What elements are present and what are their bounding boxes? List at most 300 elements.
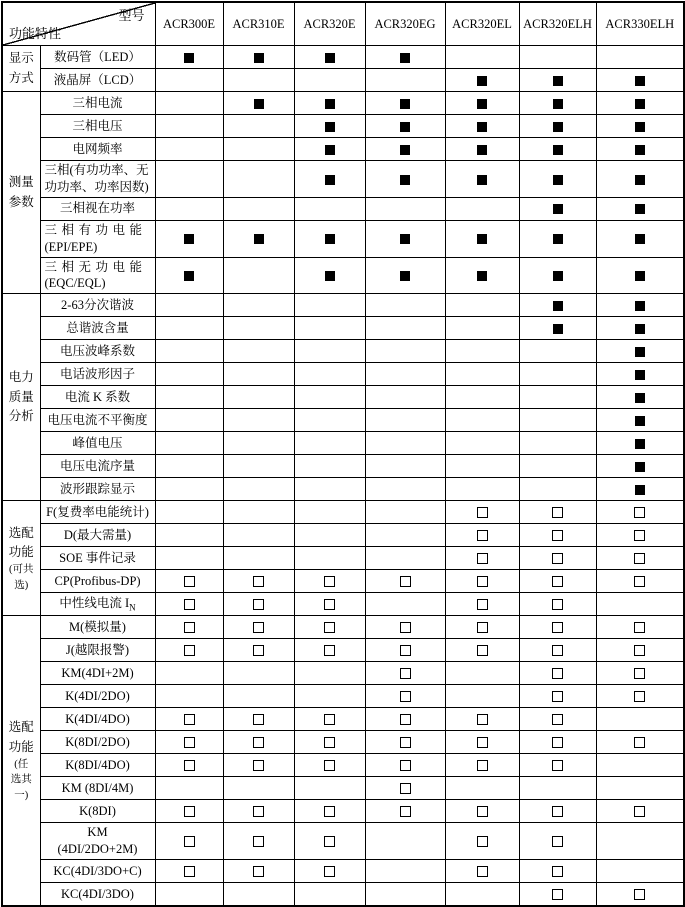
feature-cell [445, 685, 519, 708]
feature-cell [445, 294, 519, 317]
feature-cell [294, 883, 365, 907]
table-row [2, 220, 684, 257]
feature-row-label: D(最大需量) [40, 524, 155, 547]
feature-cell [445, 138, 519, 161]
feature-cell [223, 823, 294, 860]
filled-square-marker [635, 324, 645, 334]
empty-square-marker [634, 507, 645, 518]
feature-cell [596, 524, 684, 547]
table-row [2, 115, 684, 138]
feature-cell [294, 92, 365, 115]
feature-cell [365, 731, 445, 754]
feature-cell [445, 478, 519, 501]
table-row [2, 161, 684, 198]
feature-cell [223, 161, 294, 198]
empty-square-marker [552, 737, 563, 748]
feature-cell [445, 115, 519, 138]
feature-cell [294, 501, 365, 524]
filled-square-marker [635, 439, 645, 449]
filled-square-marker [635, 234, 645, 244]
table-row [2, 731, 684, 754]
feature-cell [596, 639, 684, 662]
empty-square-marker [324, 866, 335, 877]
empty-square-marker [552, 806, 563, 817]
model-column-header: ACR320EL [445, 2, 519, 46]
filled-square-marker [254, 99, 264, 109]
feature-cell [445, 455, 519, 478]
feature-cell [445, 777, 519, 800]
feature-cell [445, 800, 519, 823]
table-row [2, 138, 684, 161]
feature-cell [365, 616, 445, 639]
feature-cell [223, 92, 294, 115]
feature-cell [223, 593, 294, 616]
feature-cell [294, 432, 365, 455]
empty-square-marker [634, 889, 645, 900]
feature-cell [223, 639, 294, 662]
feature-cell [294, 777, 365, 800]
feature-cell [365, 662, 445, 685]
feature-cell [445, 317, 519, 340]
empty-square-marker [634, 806, 645, 817]
feature-cell [223, 501, 294, 524]
feature-cell [223, 386, 294, 409]
feature-row-label: 电压波峰系数 [40, 340, 155, 363]
feature-cell [223, 685, 294, 708]
feature-row-label: 波形跟踪显示 [40, 478, 155, 501]
feature-cell [365, 570, 445, 593]
table-row [2, 754, 684, 777]
empty-square-marker [400, 691, 411, 702]
feature-cell [294, 616, 365, 639]
feature-cell [365, 639, 445, 662]
filled-square-marker [400, 99, 410, 109]
empty-square-marker [324, 645, 335, 656]
filled-square-marker [635, 301, 645, 311]
feature-cell [596, 46, 684, 69]
table-row [2, 662, 684, 685]
filled-square-marker [325, 271, 335, 281]
feature-cell [445, 197, 519, 220]
feature-cell [596, 432, 684, 455]
feature-cell [223, 616, 294, 639]
feature-cell [596, 731, 684, 754]
feature-cell [155, 409, 223, 432]
empty-square-marker [324, 622, 335, 633]
feature-cell [596, 92, 684, 115]
feature-cell [596, 69, 684, 92]
empty-square-marker [634, 691, 645, 702]
feature-cell [155, 754, 223, 777]
filled-square-marker [553, 76, 563, 86]
feature-cell [445, 409, 519, 432]
empty-square-marker [552, 889, 563, 900]
feature-cell [223, 257, 294, 294]
feature-cell [223, 317, 294, 340]
feature-cell [155, 731, 223, 754]
feature-cell [294, 317, 365, 340]
feature-cell [294, 754, 365, 777]
feature-cell [596, 754, 684, 777]
feature-cell [519, 616, 596, 639]
table-row [2, 257, 684, 294]
feature-cell [294, 257, 365, 294]
feature-cell [223, 754, 294, 777]
feature-cell [223, 777, 294, 800]
feature-cell [365, 92, 445, 115]
feature-cell [445, 860, 519, 883]
feature-row-label: 电压电流不平衡度 [40, 409, 155, 432]
feature-cell [294, 708, 365, 731]
feature-cell [155, 161, 223, 198]
feature-cell [294, 197, 365, 220]
feature-cell [155, 257, 223, 294]
empty-square-marker [552, 599, 563, 610]
feature-cell [365, 220, 445, 257]
filled-square-marker [325, 122, 335, 132]
empty-square-marker [184, 737, 195, 748]
model-column-header: ACR310E [223, 2, 294, 46]
filled-square-marker [400, 53, 410, 63]
feature-cell [155, 340, 223, 363]
feature-cell [445, 823, 519, 860]
feature-row-label: KM (4DI/2DO+2M) [40, 823, 155, 860]
empty-square-marker [253, 866, 264, 877]
table-row [2, 593, 684, 616]
filled-square-marker [477, 76, 487, 86]
feature-cell [445, 547, 519, 570]
empty-square-marker [400, 737, 411, 748]
model-column-header: ACR320EG [365, 2, 445, 46]
feature-row-label: K(8DI) [40, 800, 155, 823]
filled-square-marker [635, 204, 645, 214]
feature-cell [223, 46, 294, 69]
feature-cell [294, 662, 365, 685]
empty-square-marker [477, 622, 488, 633]
feature-cell [596, 823, 684, 860]
feature-cell [365, 501, 445, 524]
filled-square-marker [325, 234, 335, 244]
corner-feature-label: 功能特性 [9, 26, 62, 41]
filled-square-marker [254, 53, 264, 63]
feature-row-label: K(4DI/2DO) [40, 685, 155, 708]
feature-row-label: 电流 K 系数 [40, 386, 155, 409]
feature-cell [155, 593, 223, 616]
filled-square-marker [400, 271, 410, 281]
feature-cell [294, 115, 365, 138]
feature-cell [445, 883, 519, 907]
feature-cell [519, 754, 596, 777]
empty-square-marker [400, 760, 411, 771]
feature-cell [223, 138, 294, 161]
feature-row-label: 总谐波含量 [40, 317, 155, 340]
filled-square-marker [325, 53, 335, 63]
feature-cell [294, 570, 365, 593]
feature-cell [519, 317, 596, 340]
feature-cell [365, 800, 445, 823]
feature-group-label: 选配 功能 (可共 选) [2, 501, 40, 616]
empty-square-marker [253, 576, 264, 587]
table-row [2, 69, 684, 92]
feature-cell [365, 860, 445, 883]
feature-cell [294, 731, 365, 754]
feature-cell [365, 432, 445, 455]
feature-row-label: F(复费率电能统计) [40, 501, 155, 524]
feature-cell [155, 570, 223, 593]
feature-cell [519, 363, 596, 386]
feature-cell [223, 455, 294, 478]
feature-cell [365, 455, 445, 478]
filled-square-marker [635, 416, 645, 426]
feature-row-label: KC(4DI/3DO) [40, 883, 155, 907]
filled-square-marker [477, 234, 487, 244]
feature-cell [519, 777, 596, 800]
empty-square-marker [552, 645, 563, 656]
feature-cell [445, 46, 519, 69]
feature-cell [155, 547, 223, 570]
feature-cell [596, 883, 684, 907]
feature-cell [519, 257, 596, 294]
feature-cell [445, 708, 519, 731]
empty-square-marker [184, 760, 195, 771]
feature-cell [365, 340, 445, 363]
empty-square-marker [400, 806, 411, 817]
filled-square-marker [184, 234, 194, 244]
feature-cell [445, 340, 519, 363]
corner-model-label: 型号 [118, 8, 145, 23]
table-row [2, 340, 684, 363]
feature-cell [445, 570, 519, 593]
feature-cell [519, 524, 596, 547]
feature-cell [294, 800, 365, 823]
feature-cell [294, 547, 365, 570]
table-row [2, 455, 684, 478]
feature-cell [223, 220, 294, 257]
empty-square-marker [634, 668, 645, 679]
feature-cell [445, 220, 519, 257]
empty-square-marker [634, 576, 645, 587]
empty-square-marker [477, 507, 488, 518]
feature-cell [294, 69, 365, 92]
feature-cell [294, 386, 365, 409]
empty-square-marker [477, 866, 488, 877]
feature-cell [294, 409, 365, 432]
feature-cell [519, 138, 596, 161]
model-column-header: ACR320E [294, 2, 365, 46]
empty-square-marker [552, 622, 563, 633]
feature-row-label: M(模拟量) [40, 616, 155, 639]
feature-cell [445, 69, 519, 92]
feature-row-label: 三相电流 [40, 92, 155, 115]
empty-square-marker [400, 622, 411, 633]
feature-cell [519, 501, 596, 524]
feature-cell [365, 386, 445, 409]
feature-cell [445, 363, 519, 386]
feature-cell [294, 46, 365, 69]
feature-cell [223, 363, 294, 386]
feature-cell [365, 294, 445, 317]
feature-cell [445, 524, 519, 547]
filled-square-marker [477, 122, 487, 132]
empty-square-marker [400, 576, 411, 587]
feature-cell [365, 363, 445, 386]
empty-square-marker [184, 645, 195, 656]
feature-cell [519, 220, 596, 257]
feature-cell [596, 478, 684, 501]
filled-square-marker [635, 393, 645, 403]
empty-square-marker [324, 760, 335, 771]
filled-square-marker [400, 145, 410, 155]
feature-cell [519, 115, 596, 138]
feature-cell [519, 823, 596, 860]
empty-square-marker [552, 866, 563, 877]
filled-square-marker [635, 122, 645, 132]
feature-cell [155, 708, 223, 731]
feature-cell [365, 46, 445, 69]
feature-cell [445, 386, 519, 409]
feature-cell [445, 639, 519, 662]
empty-square-marker [552, 576, 563, 587]
empty-square-marker [477, 553, 488, 564]
table-row [2, 883, 684, 907]
empty-square-marker [400, 714, 411, 725]
feature-cell [155, 92, 223, 115]
empty-square-marker [324, 836, 335, 847]
filled-square-marker [254, 234, 264, 244]
feature-cell [519, 294, 596, 317]
feature-cell [155, 455, 223, 478]
filled-square-marker [400, 175, 410, 185]
feature-cell [519, 161, 596, 198]
feature-cell [155, 138, 223, 161]
feature-cell [365, 138, 445, 161]
feature-cell [223, 340, 294, 363]
table-row [2, 501, 684, 524]
model-column-header: ACR330ELH [596, 2, 684, 46]
feature-group-label: 测量 参数 [2, 92, 40, 294]
feature-cell [519, 662, 596, 685]
table-row [2, 524, 684, 547]
empty-square-marker [184, 836, 195, 847]
table-row [2, 478, 684, 501]
feature-cell [223, 547, 294, 570]
table-row [2, 432, 684, 455]
feature-cell [155, 777, 223, 800]
feature-cell [365, 317, 445, 340]
feature-cell [294, 161, 365, 198]
feature-cell [294, 294, 365, 317]
feature-cell [596, 593, 684, 616]
feature-cell [519, 639, 596, 662]
feature-cell [596, 662, 684, 685]
feature-cell [596, 860, 684, 883]
table-row [2, 639, 684, 662]
feature-cell [596, 257, 684, 294]
feature-cell [365, 754, 445, 777]
feature-cell [294, 478, 365, 501]
filled-square-marker [477, 271, 487, 281]
feature-cell [155, 685, 223, 708]
feature-cell [519, 432, 596, 455]
feature-cell [155, 823, 223, 860]
empty-square-marker [477, 737, 488, 748]
feature-cell [596, 616, 684, 639]
feature-cell [155, 860, 223, 883]
table-row [2, 616, 684, 639]
feature-cell [445, 161, 519, 198]
feature-cell [519, 593, 596, 616]
empty-square-marker [324, 714, 335, 725]
feature-cell [223, 860, 294, 883]
empty-square-marker [400, 668, 411, 679]
feature-cell [519, 731, 596, 754]
filled-square-marker [553, 175, 563, 185]
empty-square-marker [634, 645, 645, 656]
feature-cell [365, 883, 445, 907]
filled-square-marker [553, 145, 563, 155]
feature-cell [223, 197, 294, 220]
empty-square-marker [253, 714, 264, 725]
feature-cell [365, 478, 445, 501]
feature-cell [155, 294, 223, 317]
empty-square-marker [184, 576, 195, 587]
feature-cell [155, 386, 223, 409]
filled-square-marker [635, 99, 645, 109]
feature-cell [596, 570, 684, 593]
empty-square-marker [477, 760, 488, 771]
table-row [2, 294, 684, 317]
feature-cell [519, 386, 596, 409]
feature-cell [223, 662, 294, 685]
feature-row-label: 电压电流序量 [40, 455, 155, 478]
table-row [2, 92, 684, 115]
feature-cell [294, 363, 365, 386]
feature-cell [519, 455, 596, 478]
feature-cell [223, 800, 294, 823]
feature-cell [596, 294, 684, 317]
feature-cell [365, 115, 445, 138]
feature-row-label: 中性线电流 $I_N$ [40, 593, 155, 616]
feature-cell [596, 220, 684, 257]
feature-cell [596, 197, 684, 220]
feature-cell [596, 363, 684, 386]
table-row [2, 685, 684, 708]
empty-square-marker [552, 714, 563, 725]
filled-square-marker [553, 234, 563, 244]
feature-cell [519, 69, 596, 92]
empty-square-marker [324, 599, 335, 610]
table-row [2, 197, 684, 220]
feature-cell [596, 685, 684, 708]
feature-row-label: K(8DI/4DO) [40, 754, 155, 777]
empty-square-marker [477, 530, 488, 541]
empty-square-marker [477, 576, 488, 587]
table-row [2, 386, 684, 409]
feature-group-label: 选配 功能 (任 选其 一) [2, 616, 40, 906]
feature-row-label: KM(4DI+2M) [40, 662, 155, 685]
empty-square-marker [634, 737, 645, 748]
filled-square-marker [400, 234, 410, 244]
feature-cell [294, 138, 365, 161]
feature-cell [519, 340, 596, 363]
empty-square-marker [253, 645, 264, 656]
feature-cell [519, 800, 596, 823]
empty-square-marker [634, 530, 645, 541]
filled-square-marker [553, 122, 563, 132]
empty-square-marker [552, 553, 563, 564]
feature-cell [155, 46, 223, 69]
feature-cell [596, 547, 684, 570]
